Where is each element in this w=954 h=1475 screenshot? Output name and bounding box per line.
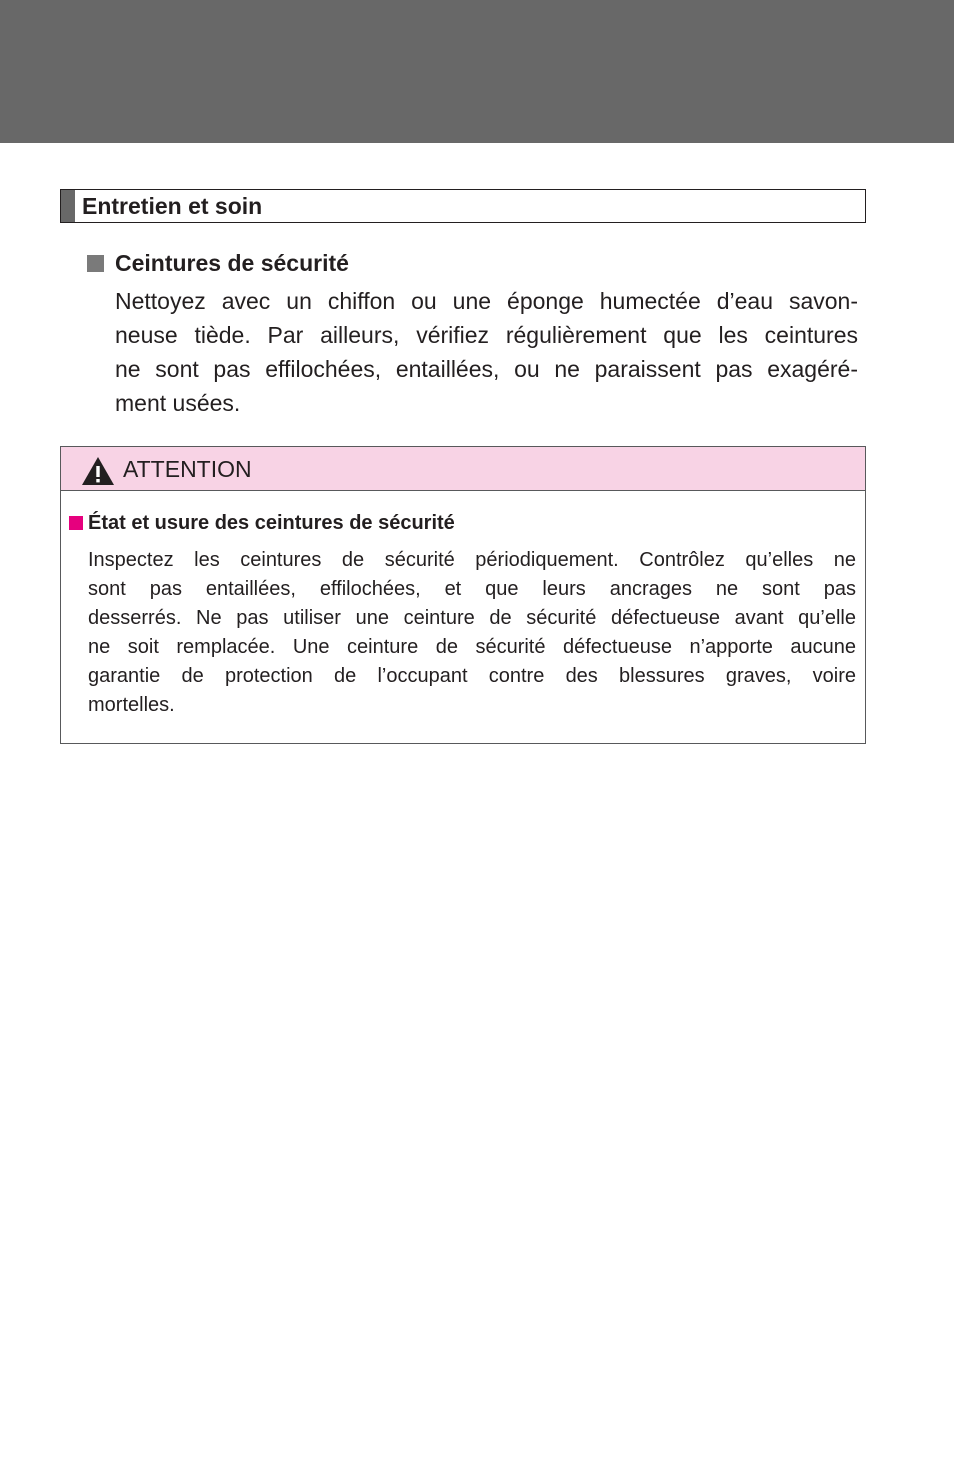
warning-subheading xyxy=(69,510,455,536)
warning-label: ATTENTION xyxy=(123,456,252,482)
subsection-heading xyxy=(87,248,349,278)
body-line: ment usées. xyxy=(115,390,241,416)
warning-box xyxy=(60,446,866,744)
warning-line: sont pas entaillées, effilochées, et que leurs ancrages ne sont pas xyxy=(88,578,856,600)
subsection-title: Ceintures de sécurité xyxy=(115,249,349,276)
warning-line: desserrés. Ne pas utiliser une ceinture de sécurité défectueuse avant qu’elle xyxy=(88,607,856,629)
warning-line: garantie de protection de l’occupant contre des blessures graves, voire xyxy=(88,665,856,687)
page-header-band xyxy=(0,0,954,143)
section-heading-tab xyxy=(61,190,75,222)
body-line: neuse tiède. Par ailleurs, vérifiez régulièrement que les ceintures xyxy=(115,322,858,348)
body-line: ne sont pas effilochées, entaillées, ou ne paraissent pas exagéré- xyxy=(115,356,858,382)
square-bullet-icon xyxy=(87,255,104,272)
warning-line: Inspectez les ceintures de sécurité périodiquement. Contrôlez qu’elles ne xyxy=(88,549,856,571)
warning-line: ne soit remplacée. Une ceinture de sécurité défectueuse n’apporte aucune xyxy=(88,636,856,658)
pink-square-bullet-icon xyxy=(69,516,83,530)
section-heading xyxy=(60,189,866,223)
warning-triangle-icon xyxy=(81,456,115,486)
warning-line: mortelles. xyxy=(88,694,175,716)
subsection-body xyxy=(115,284,858,420)
warning-header xyxy=(61,447,865,491)
warning-subtitle: État et usure des ceintures de sécurité xyxy=(88,511,455,534)
body-line: Nettoyez avec un chiffon ou une éponge humectée d’eau savon- xyxy=(115,288,858,314)
warning-body xyxy=(88,546,856,720)
section-title: Entretien et soin xyxy=(82,193,263,219)
